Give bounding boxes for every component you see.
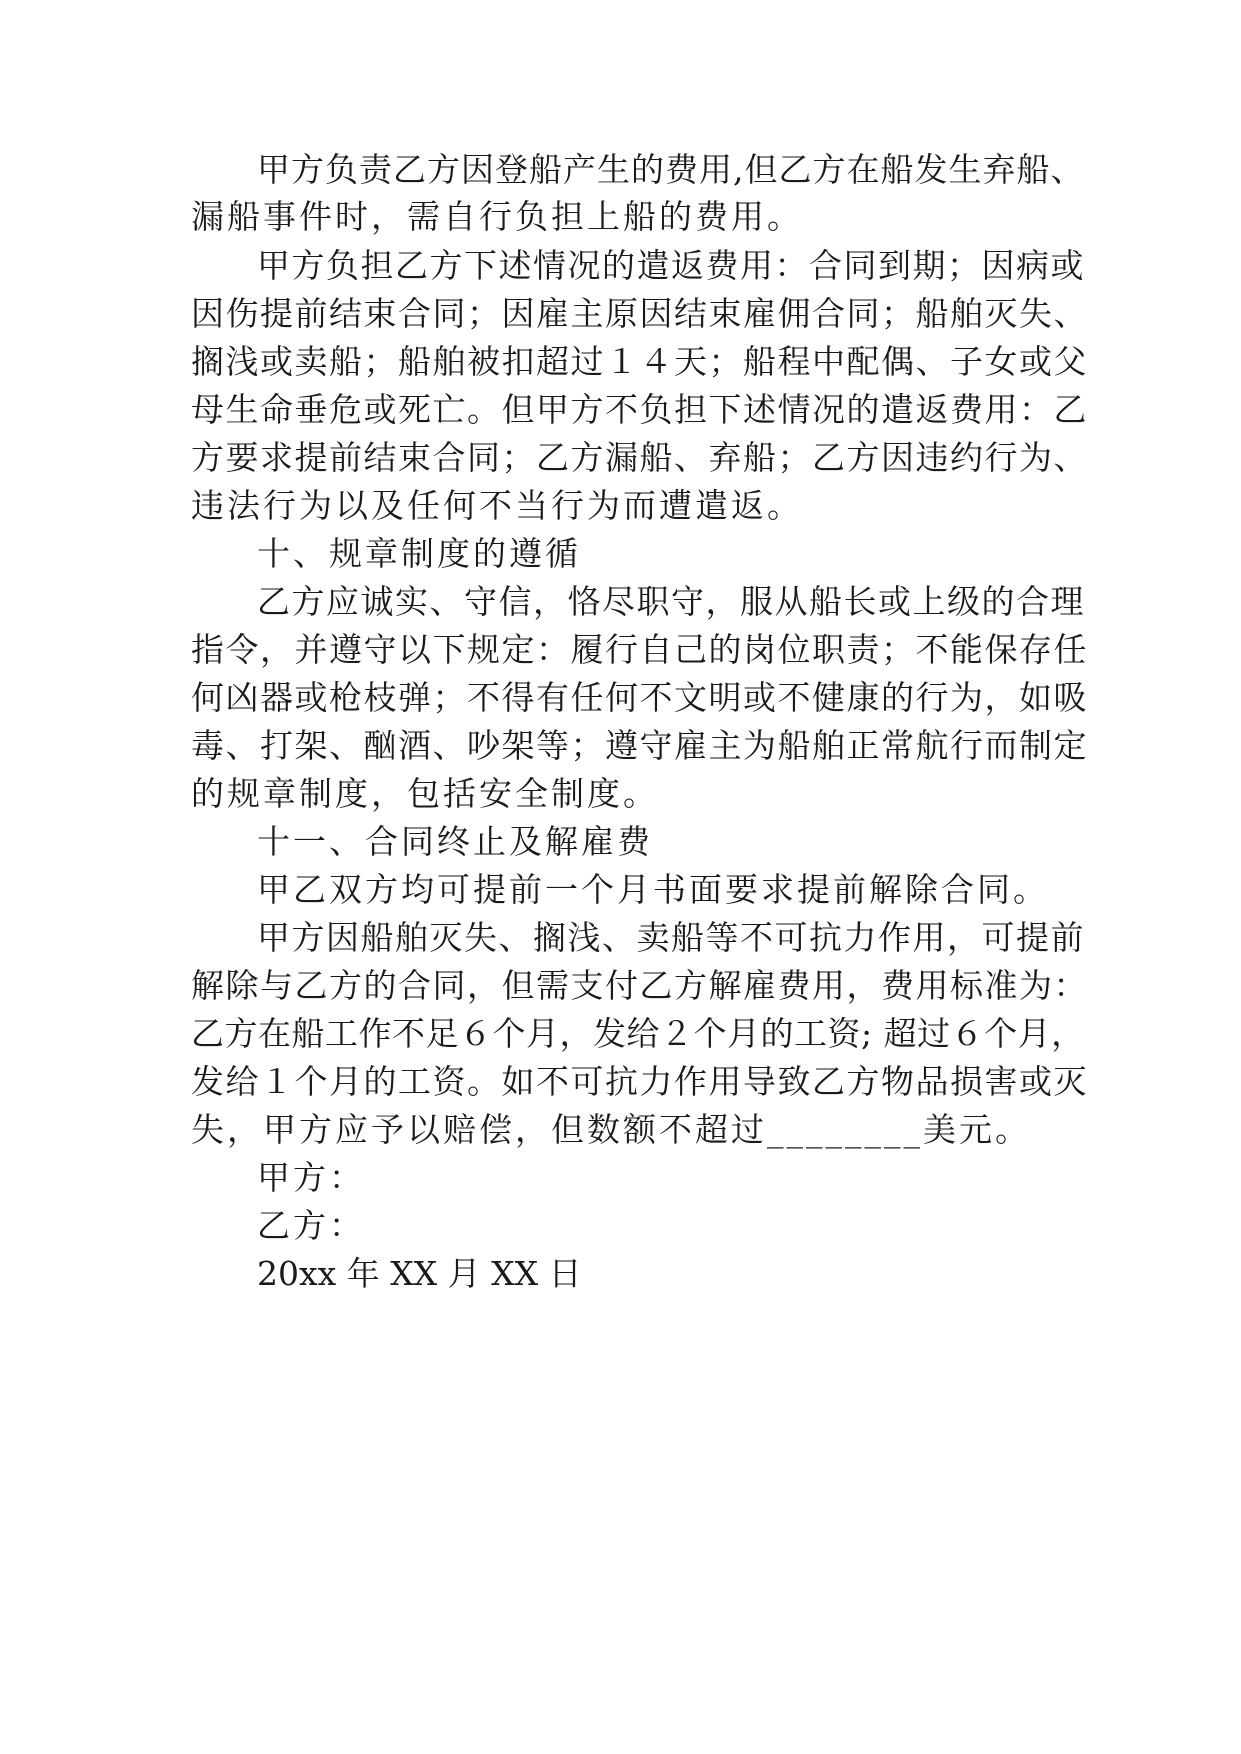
text-line-11: 指令，并遵守以下规定：履行自己的岗位职责；不能保存任 [191, 630, 1088, 669]
text-line-2: 漏船事件时，需自行负担上船的费用。 [191, 197, 803, 236]
text-line-20: 发给１个月的工资。如不可抗力作用导致乙方物品损害或灭 [191, 1062, 1088, 1101]
party-a-signature-label: 甲方： [257, 1158, 365, 1197]
text-line-1: 甲方负责乙方因登船产生的费用,但乙方在船发生弃船、 [257, 150, 1085, 189]
text-line-14: 的规章制度，包括安全制度。 [191, 774, 659, 813]
section-heading-10: 十、规章制度的遵循 [257, 534, 581, 573]
text-line-18: 解除与乙方的合同，但需支付乙方解雇费用，费用标准为： [191, 966, 1088, 1005]
party-b-signature-label: 乙方： [257, 1206, 365, 1245]
text-line-12: 何凶器或枪枝弹；不得有任何不文明或不健康的行为，如吸 [191, 678, 1088, 717]
text-line-4: 因伤提前结束合同；因雇主原因结束雇佣合同；船舶灭失、 [191, 294, 1088, 333]
text-line-6: 母生命垂危或死亡。但甲方不负担下述情况的遣返费用：乙 [191, 390, 1088, 429]
text-line-5: 搁浅或卖船；船舶被扣超过１４天；船程中配偶、子女或父 [191, 342, 1088, 381]
text-line-19: 乙方在船工作不足６个月，发给２个月的工资; 超过６个月， [191, 1014, 1085, 1053]
text-line-3: 甲方负担乙方下述情况的遣返费用：合同到期；因病或 [257, 246, 1085, 285]
text-line-16: 甲乙双方均可提前一个月书面要求提前解除合同。 [257, 870, 1049, 909]
text-line-13: 毒、打架、酗酒、吵架等；遵守雇主为船舶正常航行而制定 [191, 726, 1088, 765]
section-heading-11: 十一、合同终止及解雇费 [257, 822, 653, 861]
text-line-8: 违法行为以及任何不当行为而遭遣返。 [191, 486, 803, 525]
date-line: 20xx 年 XX 月 XX 日 [257, 1254, 582, 1293]
text-line-10: 乙方应诚实、守信，恪尽职守，服从船长或上级的合理 [257, 582, 1085, 621]
text-line-17: 甲方因船舶灭失、搁浅、卖船等不可抗力作用，可提前 [257, 918, 1085, 957]
text-line-7: 方要求提前结束合同；乙方漏船、弃船；乙方因违约行为、 [191, 438, 1088, 477]
text-line-21: 失，甲方应予以赔偿，但数额不超过________美元。 [191, 1110, 1031, 1149]
